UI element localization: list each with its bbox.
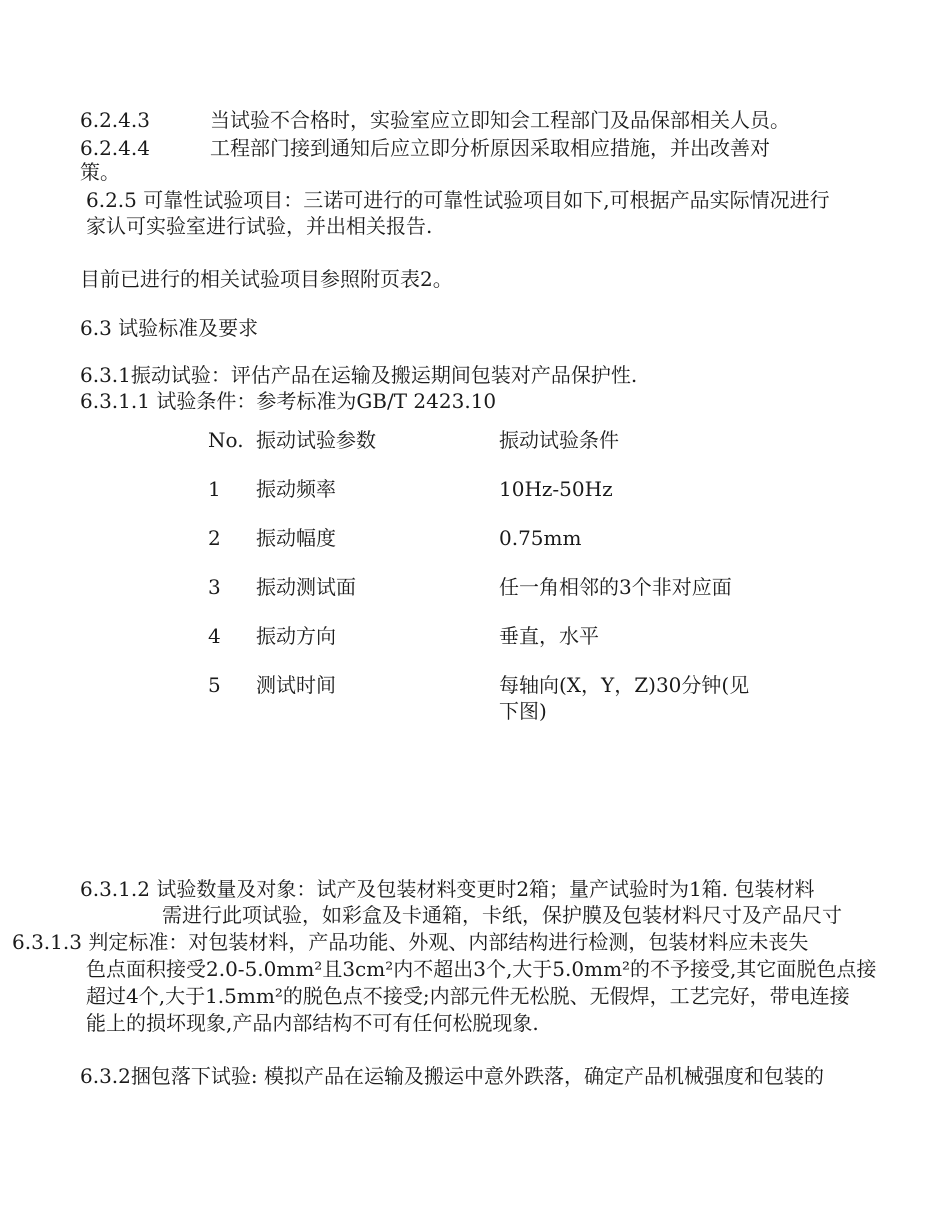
row-condition: 垂直，水平 <box>499 624 599 648</box>
row-param: 振动测试面 <box>256 575 356 599</box>
row-number: 3 <box>208 575 221 599</box>
section-6-2-4-4-continued: 策。 <box>80 160 120 184</box>
section-text: 当试验不合格时，实验室应立即知会工程部门及品保部相关人员。 <box>210 108 790 132</box>
row-number: 4 <box>208 624 221 648</box>
section-6-2-5-line2: 家认可实验室进行试验，并出相关报告. <box>86 214 433 238</box>
row-param: 振动频率 <box>256 477 336 501</box>
section-text: 工程部门接到通知后应立即分析原因采取相应措施，并出改善对 <box>210 136 770 160</box>
row-condition-continued: 下图) <box>499 699 547 723</box>
section-6-2-4-3 <box>80 108 790 132</box>
section-6-3-heading: 6.3 试验标准及要求 <box>80 316 259 340</box>
row-condition: 0.75mm <box>499 526 582 550</box>
row-number: 5 <box>208 673 221 697</box>
section-6-3-1-3-line2: 色点面积接受2.0-5.0mm²且3cm²内不超出3个,大于5.0mm²的不予接受,其它面脱色点接 <box>86 957 877 981</box>
section-6-3-2: 6.3.2捆包落下试验: 模拟产品在运输及搬运中意外跌落，确定产品机械强度和包装的 <box>80 1064 824 1088</box>
row-condition: 10Hz-50Hz <box>499 477 613 501</box>
row-condition: 每轴向(X，Y，Z)30分钟(见 <box>499 673 750 697</box>
section-6-2-5-line1: 6.2.5 可靠性试验项目：三诺可进行的可靠性试验项目如下,可根据产品实际情况进行 <box>86 188 830 212</box>
section-number: 6.2.4.3 <box>80 108 150 132</box>
section-6-3-1: 6.3.1振动试验：评估产品在运输及搬运期间包装对产品保护性. <box>80 363 638 387</box>
row-param: 振动方向 <box>256 624 336 648</box>
row-number: 2 <box>208 526 221 550</box>
row-param: 测试时间 <box>256 673 336 697</box>
section-6-3-1-2-line1: 6.3.1.2 试验数量及对象：试产及包装材料变更时2箱；量产试验时为1箱. 包装材料 <box>80 877 815 901</box>
section-6-3-1-3-line4: 能上的损坏现象,产品内部结构不可有任何松脱现象. <box>86 1011 539 1035</box>
table-header-param: 振动试验参数 <box>256 428 376 452</box>
section-6-3-1-2-line2: 需进行此项试验，如彩盒及卡通箱，卡纸，保护膜及包装材料尺寸及产品尺寸 <box>162 903 842 927</box>
row-condition: 任一角相邻的3个非对应面 <box>499 575 732 599</box>
row-number: 1 <box>208 477 221 501</box>
section-6-2-4-4 <box>80 136 770 160</box>
section-number: 6.2.4.4 <box>80 136 150 160</box>
table-header-no: No. <box>208 428 244 452</box>
table-header-condition: 振动试验条件 <box>499 428 619 452</box>
section-6-3-1-1: 6.3.1.1 试验条件：参考标准为GB/T 2423.10 <box>80 389 497 413</box>
row-param: 振动幅度 <box>256 526 336 550</box>
section-6-3-1-3-line3: 超过4个,大于1.5mm²的脱色点不接受;内部元件无松脱、无假焊，工艺完好，带电连接 <box>86 984 850 1008</box>
section-6-3-1-3-line1: 6.3.1.3 判定标准：对包装材料，产品功能、外观、内部结构进行检测，包装材料应未丧失 <box>12 930 809 954</box>
related-tests-note: 目前已进行的相关试验项目参照附页表2。 <box>80 267 453 291</box>
